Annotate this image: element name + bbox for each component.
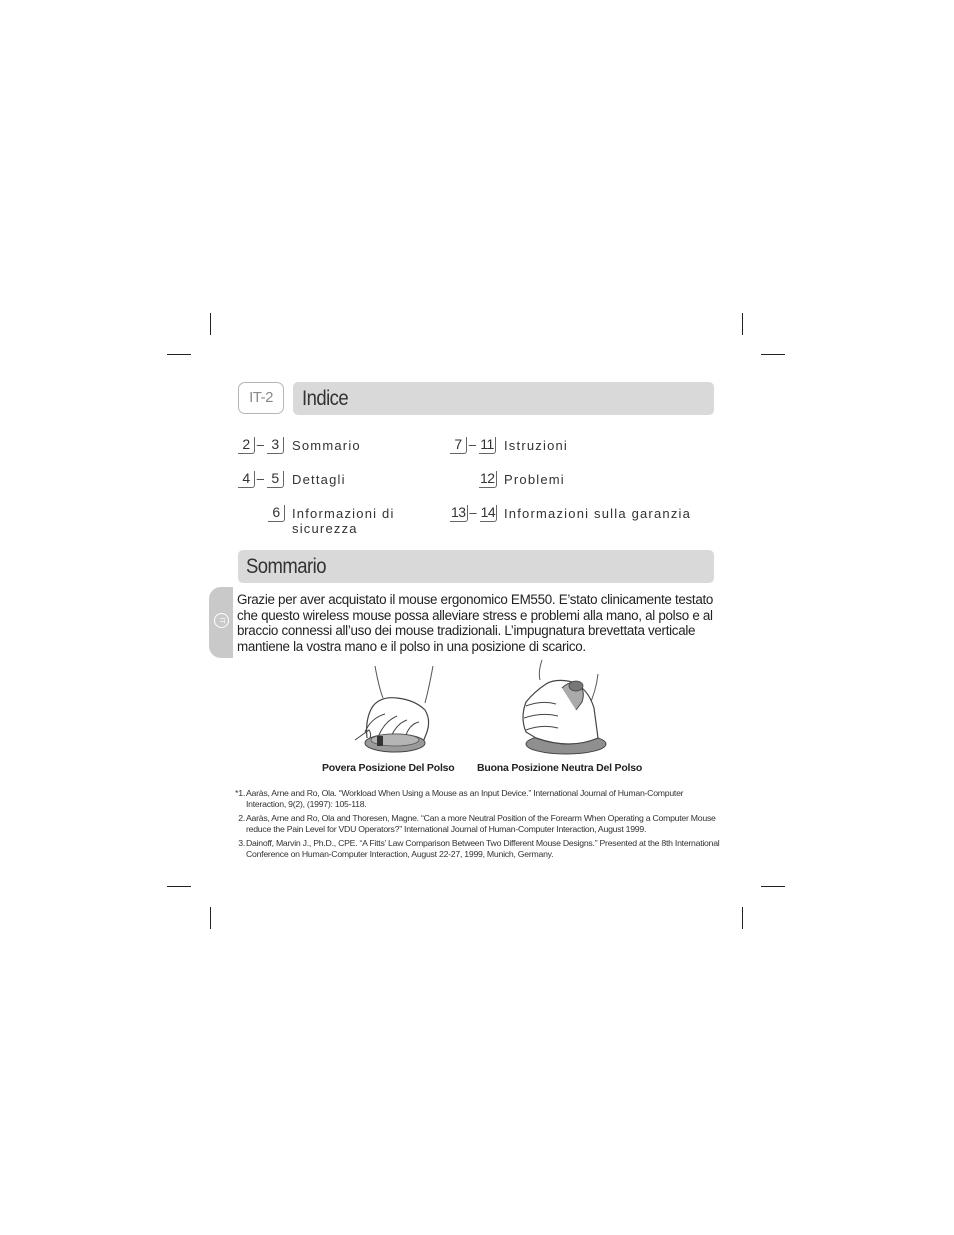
references-list	[230, 788, 722, 863]
intro-paragraph: Grazie per aver acquistato il mouse ergonomico EM550. E’stato clinicamente testato che questo wireless mouse possa alleviare stress e problemi alla mano, al polso e al braccio connessi all’uso dei mouse tradizionali. L’impugnatura brevettata verticale mantiene la vostra mano e il polso in una posizione di scarico.	[237, 592, 714, 654]
crop-mark	[761, 354, 785, 355]
page-number: IT-2	[238, 382, 284, 414]
page-ref: 12	[480, 470, 495, 486]
page-ref: 3	[267, 437, 284, 454]
good-position-caption: Buona Posizione Neutra Del Polso	[477, 762, 643, 774]
page-ref: 2	[238, 437, 255, 454]
reference-number: *1.	[235, 788, 245, 798]
dash: –	[256, 437, 266, 452]
reference-item	[230, 838, 722, 859]
section-header-sommario	[238, 550, 714, 583]
section-header-indice	[293, 382, 714, 415]
dash: –	[468, 437, 478, 452]
page-ref: 4	[238, 471, 255, 488]
language-tab	[209, 587, 233, 658]
reference-item	[230, 788, 722, 809]
section-title: Sommario	[246, 555, 326, 578]
language-tab-label: IT	[214, 613, 229, 628]
crop-mark	[210, 313, 211, 335]
bad-wrist-position-illustration	[345, 658, 445, 758]
reference-number: 2.	[238, 813, 245, 823]
reference-text: Aaràs, Arne and Ro, Ola. “Workload When Using a Mouse as an Input Device.” International Journal of Human-Computer Interaction, 9(2), (1997): 105-118.	[246, 788, 684, 809]
toc-label: Informazioni di sicurezza	[292, 506, 395, 536]
toc-label: Dettagli	[292, 472, 346, 487]
page-ref: 6	[268, 505, 285, 522]
toc-label: Istruzioni	[504, 438, 569, 453]
toc-label: Problemi	[504, 472, 565, 487]
toc-label: Informazioni sulla garanzia	[504, 506, 692, 521]
section-title: Indice	[302, 387, 349, 410]
good-wrist-position-illustration	[512, 658, 612, 758]
page-ref: 7	[450, 437, 467, 454]
page-ref: 14	[480, 504, 496, 520]
reference-number: 3.	[238, 838, 245, 848]
crop-mark	[167, 886, 191, 887]
page-ref: 5	[267, 471, 284, 488]
crop-mark	[742, 907, 743, 929]
dash: –	[256, 471, 266, 486]
crop-mark	[761, 886, 785, 887]
bad-position-caption: Povera Posizione Del Polso	[322, 762, 455, 774]
page-ref: 11	[479, 437, 496, 454]
crop-mark	[742, 313, 743, 335]
page-ref: 13	[451, 504, 466, 520]
dash: –	[469, 505, 478, 520]
crop-mark	[167, 354, 191, 355]
reference-item	[230, 813, 722, 834]
toc-label: Sommario	[292, 438, 361, 453]
reference-text: Dainoff, Marvin J., Ph.D., CPE. “A Fitts’ Law Comparison Between Two Different Mouse Designs.” Presented at the 8th International Conference on Human-Computer Interaction, August 22-27, 1999, Munich, Germany.	[246, 838, 720, 859]
reference-text: Aaràs, Arne and Ro, Ola and Thoresen, Magne. “Can a more Neutral Position of the Forearm When Operating a Computer Mouse reduce the Pain Level for VDU Operators?” International Journal of Human-Computer Interaction, August 1999.	[246, 813, 716, 834]
crop-mark	[210, 907, 211, 929]
